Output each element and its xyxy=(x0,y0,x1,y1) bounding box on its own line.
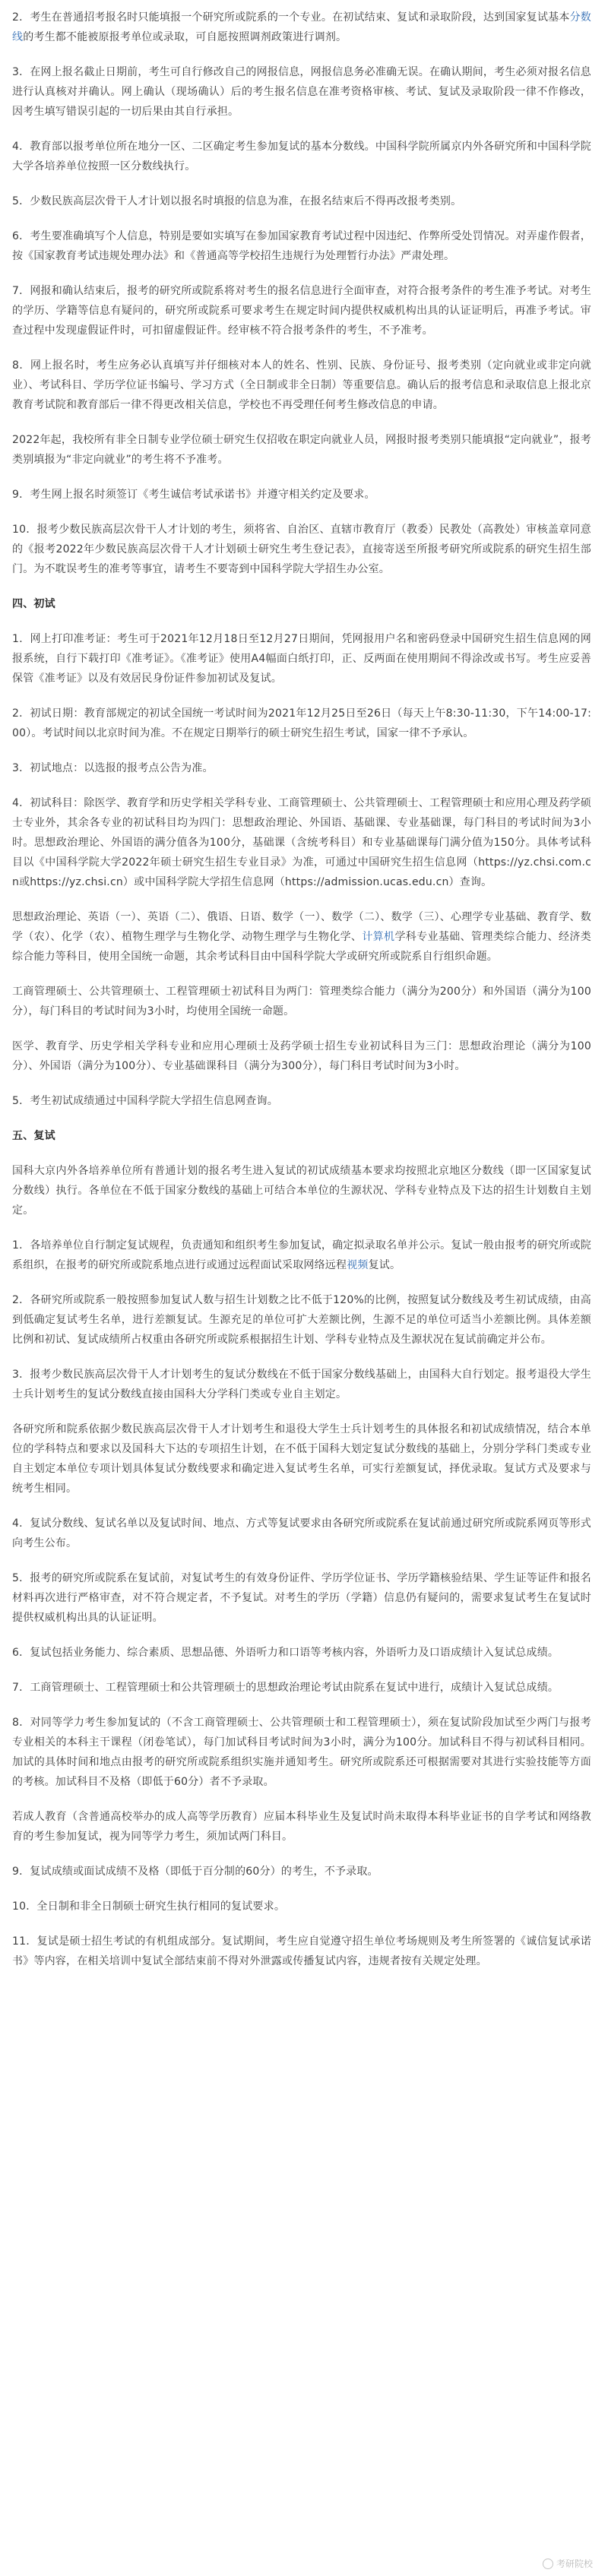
paragraph xyxy=(12,982,591,1021)
text-segment: 3．初试地点：以选报的报考点公告为准。 xyxy=(12,762,214,774)
text-segment: 8．对同等学力考生参加复试的（不含工商管理硕士、公共管理硕士和工程管理硕士），须在复试阶段加试至少两门与报考专业相关的本科主干课程（闭卷笔试），每门加试科目考试时间为3小时，满分为100分。加试科目不得与初试科目相同。加试的具体时间和地点由报考的研究所或院系组织实施并通知考生。研究所或院系还可根据需要对其进行实验技能等方面的考核。加试科目不及格（即低于60分）者不予录取。 xyxy=(12,1717,591,1788)
paragraph xyxy=(12,758,591,778)
text-segment: 10．报考少数民族高层次骨干人才计划的考生，须将省、自治区、直辖市教育厅（教委）民教处（高教处）审核盖章同意的《报考2022年少数民族高层次骨干人才计划硕士研究生考生登记表》，直接寄送至所报考研究所或院系的研究生招生部门。为不耽误考生的准考等事宜，请考生不要寄到中国科学院大学招生办公室。 xyxy=(12,524,591,575)
text-segment: 1．网上打印准考证：考生可于2021年12月18日至12月27日期间，凭网报用户名和密码登录中国研究生招生信息网的网报系统，自行下载打印《准考证》。《准考证》使用A4幅面白纸打印，正、反两面在使用期间不得涂改或书写。考生应妥善保管《准考证》以及有效居民身份证件参加初试及复试。 xyxy=(12,633,591,685)
paragraph xyxy=(12,1862,591,1881)
text-segment: 4．教育部以报考单位所在地分一区、二区确定考生参加复试的基本分数线。中国科学院所属京内外各研究所和中国科学院大学各培养单位按照一区分数线执行。 xyxy=(12,141,591,172)
paragraph xyxy=(12,704,591,743)
paragraph xyxy=(12,137,591,176)
paragraph-spacer xyxy=(12,266,591,281)
paragraph xyxy=(12,1514,591,1553)
paragraph-spacer xyxy=(12,176,591,191)
text-segment: 9．考生网上报名时须签订《考生诚信考试承诺书》并遵守相关约定及要求。 xyxy=(12,489,375,501)
paragraph xyxy=(12,62,591,122)
paragraph xyxy=(12,1568,591,1628)
paragraph xyxy=(12,1807,591,1847)
watermark-logo-icon xyxy=(543,2559,553,2569)
paragraph-spacer xyxy=(12,579,591,594)
text-segment: 医学、教育学、历史学相关学科专业和应用心理硕士及药学硕士招生专业初试科目为三门：思想政治理论（满分为100分）、外国语（满分为100分）、专业基础课科目（满分为300分），每门科目考试时间为3小时。 xyxy=(12,1040,591,1072)
paragraph-spacer xyxy=(12,1698,591,1713)
text-segment: 若成人教育（含普通高校举办的成人高等学历教育）应届本科毕业生及复试时尚未取得本科毕业证书的自学考试和网络教育的考生参加复试，视为同等学力考生，须加试两门科目。 xyxy=(12,1811,591,1843)
text-segment: 2．各研究所或院系一般按照参加复试人数与招生计划数之比不低于120%的比例，按照复试分数线及考生初试成绩，由高到低确定复试考生名单，进行差额复试。生源充足的单位可扩大差额比例，生源不足的单位可适当小差额比例。具体差额比例和初试、复试成绩所占权重由各研究所或院系根据招生计划、学科专业特点及生源状况在复试前确定并公布。 xyxy=(12,1294,591,1346)
text-segment: 9．复试成绩或面试成绩不及格（即低于百分制的60分）的考生，不予录取。 xyxy=(12,1866,378,1878)
paragraph xyxy=(12,356,591,415)
text-segment: 2．考生在普通招考报名时只能填报一个研究所或院系的一个专业。在初试结束、复试和录取阶段，达到国家复试基本 xyxy=(12,11,570,24)
text-segment: 工商管理硕士、公共管理硕士、工程管理硕士初试科目为两门：管理类综合能力（满分为200分）和外国语（满分为100分），每门科目的考试时间为3小时，均使用全国统一命题。 xyxy=(12,986,591,1017)
paragraph xyxy=(12,226,591,266)
paragraph-spacer xyxy=(12,1792,591,1807)
paragraph xyxy=(12,629,591,688)
paragraph-spacer xyxy=(12,47,591,62)
text-segment: 5．报考的研究所或院系在复试前，对复试考生的有效身份证件、学历学位证书、学历学籍核验结果、学生证等证件和报名材料再次进行严格审查，对不符合规定者，不予复试。对考生的学历（学籍）信息仍有疑问的，需要求复试考生在复试时提供权威机构出具的认证证明。 xyxy=(12,1572,591,1624)
paragraph xyxy=(12,8,591,47)
paragraph xyxy=(12,1290,591,1350)
watermark-text: 考研院校 xyxy=(556,2559,593,2569)
paragraph xyxy=(12,1091,591,1111)
text-segment: 五、复试 xyxy=(12,1130,55,1142)
keyword-link[interactable]: 视频 xyxy=(347,1259,369,1271)
paragraph-spacer xyxy=(12,1663,591,1678)
paragraph xyxy=(12,1643,591,1663)
paragraph-spacer xyxy=(12,340,591,356)
paragraph xyxy=(12,907,591,967)
paragraph-spacer xyxy=(12,415,591,430)
paragraph-spacer xyxy=(12,614,591,629)
text-segment: 7．工商管理硕士、工程管理硕士和公共管理硕士的思想政治理论考试由院系在复试中进行，成绩计入复试总成绩。 xyxy=(12,1682,559,1694)
paragraph-spacer xyxy=(12,1220,591,1236)
paragraph-spacer xyxy=(12,743,591,758)
paragraph-spacer xyxy=(12,778,591,793)
paragraph xyxy=(12,1713,591,1792)
text-segment: 6．考生要准确填写个人信息，特别是要如实填写在参加国家教育考试过程中因违纪、作弊所受处罚情况。对弄虚作假者，按《国家教育考试违规处理办法》和《普通高等学校招生违规行为处理暂行办法》严肃处理。 xyxy=(12,230,591,262)
paragraph-spacer xyxy=(12,211,591,226)
text-segment: 3．在网上报名截止日期前，考生可自行修改自己的网报信息，网报信息务必准确无误。在确认期间，考生必须对报名信息进行认真核对并确认。网上确认（现场确认）后的考生报名信息在准考资格审核、考试、复试及录取阶段一律不作修改，因考生填写错误引起的一切后果由其自行承担。 xyxy=(12,66,591,118)
paragraph xyxy=(12,1419,591,1498)
text-segment: 2．初试日期：教育部规定的初试全国统一考试时间为2021年12月25日至26日（每天上午8:30-11:30，下午14:00-17:00）。考试时间以北京时间为准。不在规定日期举行的硕士研究生招生考试，国家一律不予承认。 xyxy=(12,707,591,739)
text-segment: 5．少数民族高层次骨干人才计划以报名时填报的信息为准，在报名结束后不得再改报考类别。 xyxy=(12,195,462,207)
keyword-link[interactable]: 计算机 xyxy=(362,931,395,943)
text-segment: 5．考生初试成绩通过中国科学院大学招生信息网查询。 xyxy=(12,1095,278,1107)
paragraph-spacer xyxy=(12,1021,591,1036)
paragraph-spacer xyxy=(12,1628,591,1643)
paragraph-spacer xyxy=(12,1881,591,1897)
paragraph xyxy=(12,281,591,340)
paragraph xyxy=(12,793,591,892)
text-segment: 7．网报和确认结束后，报考的研究所或院系将对考生的报名信息进行全面审查，对符合报考条件的考生准予考试。对考生的学历、学籍等信息有疑问的，研究所或院系可要求考生在规定时间内提供权威机构出具的认证证明后，再准予考试。审查过程中发现虚假证件时，可扣留虚假证件。经审核不符合报考条件的考生，不予准考。 xyxy=(12,285,591,337)
paragraph-spacer xyxy=(12,470,591,485)
text-segment: 各研究所和院系依据少数民族高层次骨干人才计划考生和退役大学生士兵计划考生的具体报名和初试成绩情况，结合本单位的学科特点和要求以及国科大下达的专项招生计划，在不低于国科大划定复试分数线的基础上，分别分学科门类或专业自主划定本单位专项计划具体复试分数线要求和确定进入复试考生名单，可实行差额复试，择优录取。复试方式及要求与统考生相同。 xyxy=(12,1423,591,1495)
paragraph xyxy=(12,1678,591,1698)
keyword-link[interactable]: 分数线 xyxy=(12,11,591,43)
section-heading xyxy=(12,1126,591,1146)
text-segment: 10．全日制和非全日制硕士研究生执行相同的复试要求。 xyxy=(12,1900,286,1913)
paragraph xyxy=(12,1897,591,1916)
paragraph-spacer xyxy=(12,1553,591,1568)
paragraph xyxy=(12,1236,591,1275)
paragraph-spacer xyxy=(12,1847,591,1862)
watermark xyxy=(543,2557,593,2570)
paragraph xyxy=(12,520,591,579)
paragraph-spacer xyxy=(12,1275,591,1290)
article-body xyxy=(12,8,591,1971)
paragraph-spacer xyxy=(12,1111,591,1126)
text-segment: 国科大京内外各培养单位所有普通计划的报名考生进入复试的初试成绩基本要求均按照北京地区分数线（即一区国家复试分数线）执行。各单位在不低于国家分数线的基础上可结合本单位的生源状况、学科专业特点及下达的招生计划数自主划定。 xyxy=(12,1165,591,1217)
paragraph xyxy=(12,485,591,505)
paragraph xyxy=(12,191,591,211)
paragraph-spacer xyxy=(12,1404,591,1419)
text-segment: 3．报考少数民族高层次骨干人才计划考生的复试分数线在不低于国家分数线基础上，由国科大自行划定。报考退役大学生士兵计划考生的复试分数线直接由国科大分学科门类或专业自主划定。 xyxy=(12,1369,591,1400)
text-segment: 4．复试分数线、复试名单以及复试时间、地点、方式等复试要求由各研究所或院系在复试前通过研究所或院系网页等形式向考生公布。 xyxy=(12,1517,591,1549)
paragraph-spacer xyxy=(12,892,591,907)
paragraph-spacer xyxy=(12,688,591,704)
paragraph xyxy=(12,1932,591,1971)
text-segment: 四、初试 xyxy=(12,598,55,610)
paragraph-spacer xyxy=(12,505,591,520)
text-segment: 1．各培养单位自行制定复试规程，负责通知和组织考生参加复试，确定拟录取名单并公示。复试一般由报考的研究所或院系组织，在报考的研究所或院系地点进行或通过远程面试采取网络远程 xyxy=(12,1239,591,1271)
paragraph xyxy=(12,1161,591,1220)
section-heading xyxy=(12,594,591,614)
text-segment: 4．初试科目：除医学、教育学和历史学相关学科专业、工商管理硕士、公共管理硕士、工程管理硕士和应用心理及药学硕士专业外，其余各专业的初试科目均为四门：思想政治理论、外国语、基础课、专业基础课，每门科目的考试时间为3小时。思想政治理论、外国语的满分值各为100分，基础课（含统考科目）和专业基础课每门满分值为150分。具体考试科目以《中国科学院大学2022年硕士研究生招生专业目录》为准，可通过中国研究生招生信息网（https://yz.chsi.com.cn或https://yz.chsi.cn）或中国科学院大学招生信息网（https://admission.ucas.edu.cn）查询。 xyxy=(12,797,591,888)
paragraph-spacer xyxy=(12,1146,591,1161)
paragraph xyxy=(12,1365,591,1404)
text-segment: 学科专业基础、管理类综合能力、经济类综合能力等科目，使用全国统一命题，其余考试科目由中国科学院大学或研究所或院系自行组织命题。 xyxy=(12,931,591,963)
paragraph-spacer xyxy=(12,1916,591,1932)
paragraph xyxy=(12,430,591,470)
paragraph xyxy=(12,1036,591,1076)
paragraph-spacer xyxy=(12,967,591,982)
text-segment: 8．网上报名时，考生应务必认真填写并仔细核对本人的姓名、性别、民族、身份证号、报考类别（定向就业或非定向就业）、考试科目、学历学位证书编号、学习方式（全日制或非全日制）等重要信息。确认后的报考信息和录取信息上报北京教育考试院和教育部后一律不得更改相关信息，学校也不再受理任何考生修改信息的申请。 xyxy=(12,359,591,411)
text-segment: 6．复试包括业务能力、综合素质、思想品德、外语听力和口语等考核内容，外语听力及口语成绩计入复试总成绩。 xyxy=(12,1647,559,1659)
text-segment: 复试。 xyxy=(368,1259,401,1271)
text-segment: 的考生都不能被原报考单位或录取，可自愿按照调剂政策进行调剂。 xyxy=(23,31,347,43)
paragraph-spacer xyxy=(12,1498,591,1514)
paragraph-spacer xyxy=(12,122,591,137)
text-segment: 11．复试是硕士招生考试的有机组成部分。复试期间，考生应自觉遵守招生单位考场规则及考生所签署的《诚信复试承诺书》等内容，在相关培训中复试全部结束前不得对外泄露或传播复试内容，违规者按有关规定处理。 xyxy=(12,1935,591,1967)
text-segment: 2022年起，我校所有非全日制专业学位硕士研究生仅招收在职定向就业人员，网报时报考类别只能填报“定向就业”，报考类别填报为“非定向就业”的考生将不予准考。 xyxy=(12,434,591,466)
paragraph-spacer xyxy=(12,1076,591,1091)
text-segment: 思想政治理论、英语（一）、英语（二）、俄语、日语、数学（一）、数学（二）、数学（三）、心理学专业基础、教育学、数学（农）、化学（农）、植物生理学与生物化学、动物生理学与生物化学、 xyxy=(12,911,591,943)
paragraph-spacer xyxy=(12,1350,591,1365)
